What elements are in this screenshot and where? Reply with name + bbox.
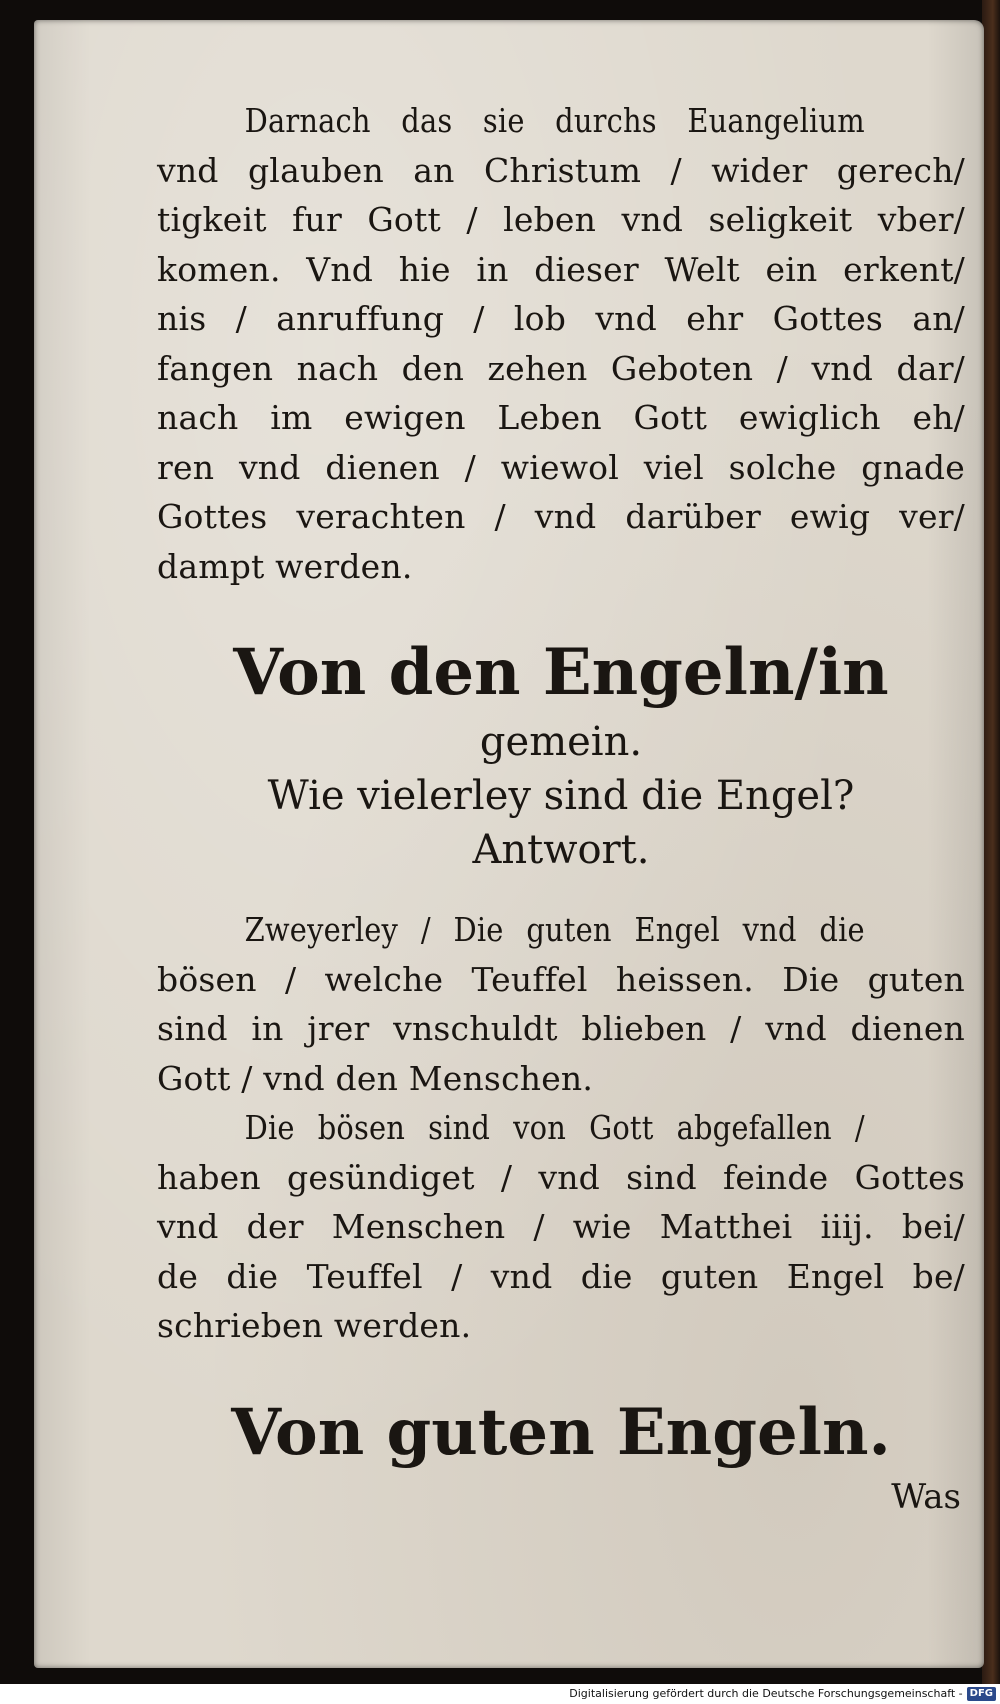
dfg-logo: DFG	[967, 1687, 996, 1701]
text-line: dampt werden.	[157, 546, 413, 586]
text-line: vnd glauben an Christum / wider gerech/	[157, 150, 965, 190]
text-line: bösen / welche Teuffel heissen. Die guten	[157, 959, 965, 999]
section-heading-2: Von guten Engeln.	[231, 1394, 891, 1470]
text-line: fangen nach den zehen Geboten / vnd dar/	[157, 348, 965, 388]
section-heading: Von den Engeln/in	[233, 635, 889, 710]
text-line: komen. Vnd hie in dieser Welt ein erkent/	[157, 249, 965, 289]
text-line: haben gesündiget / vnd sind feinde Gottes	[157, 1157, 965, 1197]
funding-notice: Digitalisierung gefördert durch die Deutsche Forschungsgemeinschaft -	[569, 1687, 963, 1700]
text-line: Gott / vnd den Menschen.	[157, 1058, 594, 1098]
text-line: ren vnd dienen / wiewol viel solche gnade	[157, 447, 965, 487]
paragraph-3	[157, 1103, 965, 1351]
paragraph-2	[157, 905, 965, 1103]
text-line: sind in jrer vnschuldt blieben / vnd dienen	[157, 1009, 965, 1048]
paragraph-1	[157, 96, 965, 591]
text-line: Die bösen sind von Gott abgefallen /	[244, 1108, 865, 1147]
text-line: nach im ewigen Leben Gott ewiglich eh/	[157, 398, 965, 437]
text-line: Darnach das sie durchs Euangelium	[244, 101, 865, 140]
footer	[0, 1684, 1000, 1704]
catchword: Was	[891, 1476, 961, 1517]
text-line: schrieben werden.	[157, 1306, 472, 1345]
question-heading: Wie vielerley sind die Engel?	[267, 773, 855, 819]
text-line: nis / anruffung / lob vnd ehr Gottes an/	[157, 299, 965, 338]
section-heading-continued: gemein.	[479, 719, 643, 765]
text-line: Gottes verachten / vnd darüber ewig ver/	[157, 497, 965, 536]
answer-label: Antwort.	[472, 827, 650, 873]
text-line: tigkeit fur Gott / leben vnd seligkeit vber/	[157, 200, 965, 239]
text-line: de die Teuffel / vnd die guten Engel be/	[157, 1256, 965, 1296]
text-line: vnd der Menschen / wie Matthei iiij. bei/	[157, 1207, 965, 1246]
text-line: Zweyerley / Die guten Engel vnd die	[244, 910, 865, 949]
page-text	[157, 96, 965, 1519]
book-edge	[982, 0, 1000, 1684]
